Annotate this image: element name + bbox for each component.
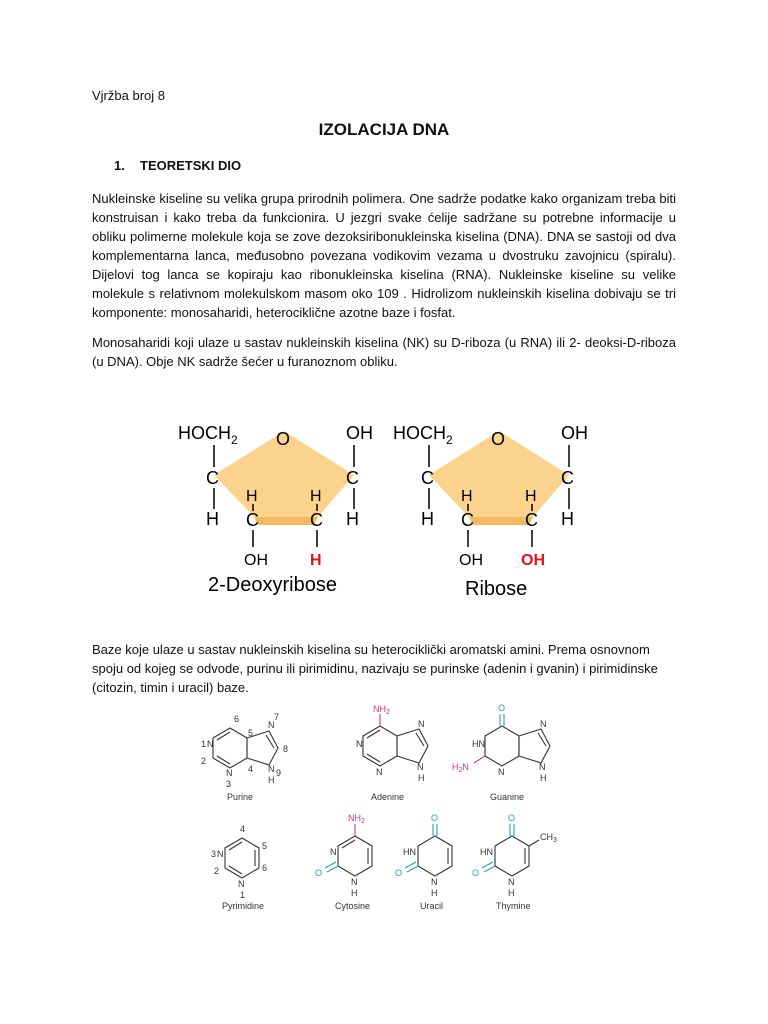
thymine-carbonyl-o-top: O [508, 813, 516, 823]
svg-text:H: H [268, 775, 275, 785]
ribose-hoch2: $HOCH_2$ [393, 423, 453, 447]
svg-text:N: N [268, 764, 275, 774]
svg-text:H: H [540, 773, 547, 783]
cytosine-carbonyl-o: O [315, 868, 323, 878]
svg-text:8: 8 [283, 744, 289, 754]
cytosine-name: Cytosine [335, 901, 371, 911]
pyrimidine-name: Pyrimidine [222, 901, 265, 911]
paragraph-bases: Baze koje ulaze u sastav nukleinskih kiselina su heterociklički aromatski amini. Prema osnovnom spoju od kojeg se odvode, purinu ili pirimidinu, nazivaju se purinske (adenin i gvanin) i pirimidinske (citozin, timin i uracil) baze. [92, 642, 658, 695]
purine-name: Purine [227, 792, 254, 802]
ribose-c3-oh: OH [459, 552, 483, 569]
deoxyribose-c2: C [310, 510, 323, 530]
ribose-c1-oh: OH [561, 423, 588, 443]
page-title: IZOLACIJA DNA [318, 120, 450, 139]
svg-text:6: 6 [262, 863, 268, 873]
guanine-labels [452, 703, 547, 802]
ribose-ring-oxygen: O [491, 429, 506, 449]
cytosine-nh2: $NH_2$ [348, 813, 365, 825]
svg-text:4: 4 [240, 824, 246, 834]
sugar-structures-figure [170, 405, 590, 605]
deoxyribose-hoch2: $HOCH_2$ [178, 423, 238, 447]
pyrimidine-structure [225, 838, 259, 878]
deoxyribose-c1-oh: OH [346, 423, 373, 443]
purine-structure [213, 728, 278, 768]
svg-text:3: 3 [226, 779, 232, 789]
ribose-c1-h: H [561, 509, 574, 529]
ribose-c3: C [461, 510, 474, 530]
guanine-h2n: $H_2N$ [452, 762, 469, 774]
svg-text:N: N [268, 720, 275, 730]
deoxyribose-name: 2-Deoxyribose [208, 574, 337, 596]
svg-text:N: N [356, 739, 363, 749]
svg-text:HN: HN [480, 847, 493, 857]
deoxyribose-c2-highlight-h: H [310, 552, 322, 569]
svg-text:N: N [418, 719, 425, 729]
svg-text:N: N [431, 877, 438, 887]
deoxyribose-c4-h: H [206, 509, 219, 529]
guanine-carbonyl-o: O [498, 703, 506, 713]
svg-text:H: H [418, 773, 425, 783]
paragraph-monosaccharides: Monosaharidi koji ulaze u sastav nukleinskih kiselina (NK) su D-riboza (u RNA) ili 2- deoksi-D-riboza (u DNA). Obje NK sadrže šećer u furanoznom obliku. [92, 335, 676, 369]
svg-text:N: N [417, 762, 424, 772]
svg-text:2: 2 [201, 756, 207, 766]
svg-text:HN: HN [472, 739, 485, 749]
svg-text:3: 3 [211, 849, 217, 859]
svg-text:H: H [508, 888, 515, 898]
svg-text:2: 2 [214, 866, 220, 876]
uracil-name: Uracil [420, 901, 444, 911]
thymine-carbonyl-o-bottom: O [472, 868, 480, 878]
ribose-c4-h: H [421, 509, 434, 529]
section-heading [114, 156, 241, 175]
guanine-name: Guanine [490, 792, 525, 802]
svg-text:9: 9 [276, 768, 282, 778]
uracil-labels [395, 813, 443, 911]
ribose-c3-h-top: H [461, 488, 473, 505]
ribose-c2-highlight-oh: OH [521, 552, 545, 569]
uracil-carbonyl-o-top: O [431, 813, 439, 823]
thymine-ch3: $CH_3$ [540, 832, 557, 844]
section-title: TEORETSKI DIO [140, 158, 242, 173]
adenine-name: Adenine [371, 792, 405, 802]
ribose-c2: C [525, 510, 538, 530]
svg-text:N: N [539, 762, 546, 772]
exercise-label: Vjržba broj 8 [92, 88, 165, 103]
svg-text:N: N [376, 767, 383, 777]
svg-text:5: 5 [248, 728, 254, 738]
deoxyribose-c1: C [346, 468, 359, 488]
nitrogenous-bases-figure [190, 700, 560, 915]
adenine-labels [356, 704, 425, 802]
svg-text:H: H [351, 888, 358, 898]
svg-text:HN: HN [403, 847, 416, 857]
svg-text:N: N [508, 877, 515, 887]
svg-text:5: 5 [262, 841, 268, 851]
deoxyribose-ring-oxygen: O [276, 429, 291, 449]
cytosine-labels [315, 813, 370, 911]
paragraph-intro: Nukleinske kiseline su velika grupa prirodnih polimera. One sadrže podatke kako organizam treba biti konstruisan i kako treba da funkcionira. U jezgri svake ćelije sadržane su potrebne informacije u obliku polimerne molekule koja se zove dezoksiribonukleinska kiselina (DNA). DNA se sastoji od dva komplementarna lanca, međusobno povezana vodikovim vezama u dvostruku zavojnicu (spiralu). Dijelovi tog lanca se kopiraju kao ribonukleinska kiselina (RNA). Nukleinske kiseline su velike molekule s relativnom molekulskom masom oko 109 . Hidrolizom nukleinskih kiselina dobivaju se tri komponente: monosaharidi, heterociklične azotne baze i fosfat. [92, 191, 676, 320]
svg-text:N: N [238, 879, 245, 889]
thymine-name: Thymine [496, 901, 531, 911]
guanine-structure [474, 714, 550, 766]
svg-text:4: 4 [248, 764, 254, 774]
svg-text:N: N [217, 849, 224, 859]
deoxyribose-c2-h-top: H [310, 488, 322, 505]
ribose-c4: C [421, 468, 434, 488]
deoxyribose-c1-h: H [346, 509, 359, 529]
svg-text:6: 6 [234, 714, 240, 724]
svg-text:N: N [351, 877, 358, 887]
svg-text:7: 7 [274, 712, 280, 722]
ribose-structure [393, 423, 588, 600]
purine-labels [201, 712, 288, 802]
deoxyribose-structure [178, 423, 373, 596]
ribose-c1: C [561, 468, 574, 488]
svg-text:N: N [226, 768, 233, 778]
deoxyribose-c4: C [206, 468, 219, 488]
svg-text:1: 1 [201, 739, 207, 749]
deoxyribose-c3: C [246, 510, 259, 530]
deoxyribose-c3-h-top: H [246, 488, 258, 505]
adenine-nh2: $NH_2$ [373, 704, 390, 716]
svg-text:1: 1 [240, 890, 246, 900]
uracil-carbonyl-o-bottom: O [395, 868, 403, 878]
svg-text:N: N [207, 739, 214, 749]
ribose-c2-h-top: H [525, 488, 537, 505]
svg-text:H: H [431, 888, 438, 898]
section-number: 1. [114, 158, 125, 173]
svg-text:N: N [498, 767, 505, 777]
ribose-name: Ribose [465, 578, 528, 600]
svg-text:N: N [330, 847, 337, 857]
deoxyribose-c3-oh: OH [244, 552, 268, 569]
svg-text:N: N [540, 719, 547, 729]
